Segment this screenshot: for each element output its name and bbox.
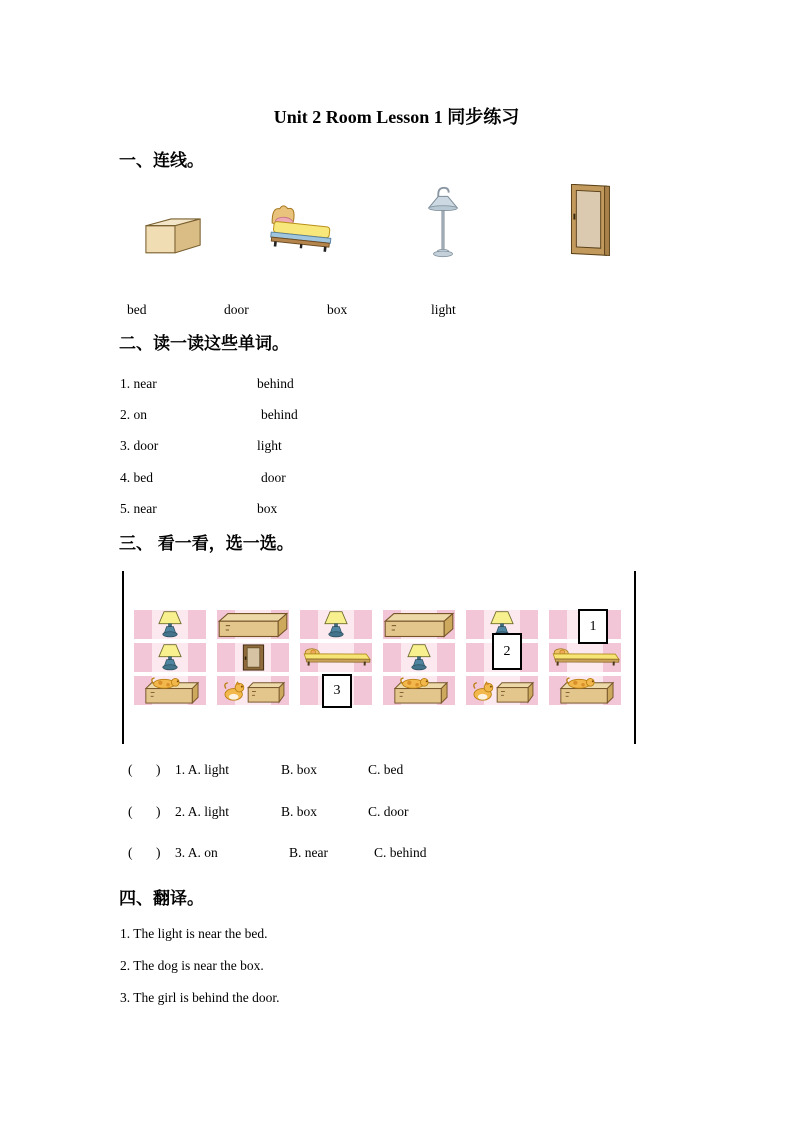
lamp-icon xyxy=(134,643,206,672)
bed-image xyxy=(260,200,340,252)
grid-tile-dog-on-box xyxy=(383,676,455,705)
grid-number-label-1 xyxy=(578,609,608,644)
grid-number-label-2 xyxy=(492,633,522,670)
grid-tile-dog-near-box xyxy=(466,676,538,705)
lamp-icon xyxy=(383,643,455,672)
box-icon xyxy=(217,610,289,639)
word-pair-row xyxy=(0,376,793,396)
pair-right: light xyxy=(257,438,282,453)
answer-bracket-open: ( xyxy=(128,845,133,860)
floor-lamp-image xyxy=(424,184,462,262)
option-c: C. behind xyxy=(374,845,427,860)
door-image xyxy=(564,184,614,260)
question-stem: 3. A. on xyxy=(175,845,218,860)
label-text: 1 xyxy=(589,618,597,634)
section3-heading: 三、 看一看，选一选。 xyxy=(119,534,294,553)
question-stem: 1. A. light xyxy=(175,762,230,777)
choice-grid xyxy=(134,610,621,705)
grid-tile-box xyxy=(217,610,289,639)
bed-icon xyxy=(549,643,621,672)
dog-on-box-icon xyxy=(383,676,455,705)
word-pair-row xyxy=(0,501,793,521)
match-word-box: box xyxy=(327,302,348,317)
option-c: C. door xyxy=(368,804,409,819)
mc-question-row xyxy=(0,845,793,865)
lamp-icon xyxy=(134,610,206,639)
dog-near-box-icon xyxy=(466,676,538,705)
question-stem: 2. A. light xyxy=(175,804,230,819)
option-c: C. bed xyxy=(368,762,404,777)
section1-heading: 一、连线。 xyxy=(119,151,204,170)
grid-left-rule xyxy=(122,571,124,744)
grid-tile-lamp xyxy=(383,643,455,672)
lamp-icon xyxy=(300,610,372,639)
grid-tile-dog-on-box xyxy=(134,676,206,705)
pair-right: door xyxy=(261,470,286,485)
dog-near-box-icon xyxy=(217,676,289,705)
answer-bracket-open: ( xyxy=(128,762,133,777)
pair-right: behind xyxy=(261,407,298,422)
label-text: 2 xyxy=(503,643,511,659)
grid-tile-bed xyxy=(549,643,621,672)
pair-left: 4. bed xyxy=(120,470,153,485)
grid-tile-lamp xyxy=(134,610,206,639)
option-b: B. near xyxy=(289,845,328,860)
match-word-door: door xyxy=(224,302,249,317)
translation-sentence: 1. The light is near the bed. xyxy=(120,926,268,941)
answer-bracket-close: ) xyxy=(156,762,161,777)
pair-left: 3. door xyxy=(120,438,159,453)
match-word-bed: bed xyxy=(127,302,147,317)
answer-bracket-open: ( xyxy=(128,804,133,819)
grid-tile-door xyxy=(217,643,289,672)
box-image xyxy=(143,210,205,255)
box-icon xyxy=(383,610,455,639)
grid-tile-dog-on-box xyxy=(549,676,621,705)
mc-question-row xyxy=(0,762,793,782)
dog-on-box-icon xyxy=(134,676,206,705)
pair-left: 2. on xyxy=(120,407,147,422)
word-pair-row xyxy=(0,470,793,490)
section2-heading: 二、读一读这些单词。 xyxy=(119,334,289,353)
grid-tile-bed xyxy=(300,643,372,672)
answer-bracket-close: ) xyxy=(156,804,161,819)
pair-left: 5. near xyxy=(120,501,157,516)
match-word-light: light xyxy=(431,302,456,317)
page-title: Unit 2 Room Lesson 1 同步练习 xyxy=(273,107,520,127)
pair-left: 1. near xyxy=(120,376,157,391)
label-text: 3 xyxy=(333,683,341,698)
word-pair-row xyxy=(0,407,793,427)
answer-bracket-close: ) xyxy=(156,845,161,860)
grid-tile-lamp xyxy=(134,643,206,672)
grid-tile-box xyxy=(383,610,455,639)
mc-question-row xyxy=(0,804,793,824)
translation-sentence: 3. The girl is behind the door. xyxy=(120,990,280,1005)
pair-right: box xyxy=(257,501,278,516)
pair-right: behind xyxy=(257,376,294,391)
grid-tile-dog-near-box xyxy=(217,676,289,705)
word-pair-row xyxy=(0,438,793,458)
grid-right-rule xyxy=(634,571,636,744)
bed-icon xyxy=(300,643,372,672)
option-b: B. box xyxy=(281,804,318,819)
section4-heading: 四、翻译。 xyxy=(119,889,204,908)
grid-number-label-3 xyxy=(322,674,352,708)
grid-tile-lamp xyxy=(300,610,372,639)
option-b: B. box xyxy=(281,762,318,777)
dog-on-box-icon xyxy=(549,676,621,705)
door-icon xyxy=(217,643,289,672)
translation-sentence: 2. The dog is near the box. xyxy=(120,958,264,973)
